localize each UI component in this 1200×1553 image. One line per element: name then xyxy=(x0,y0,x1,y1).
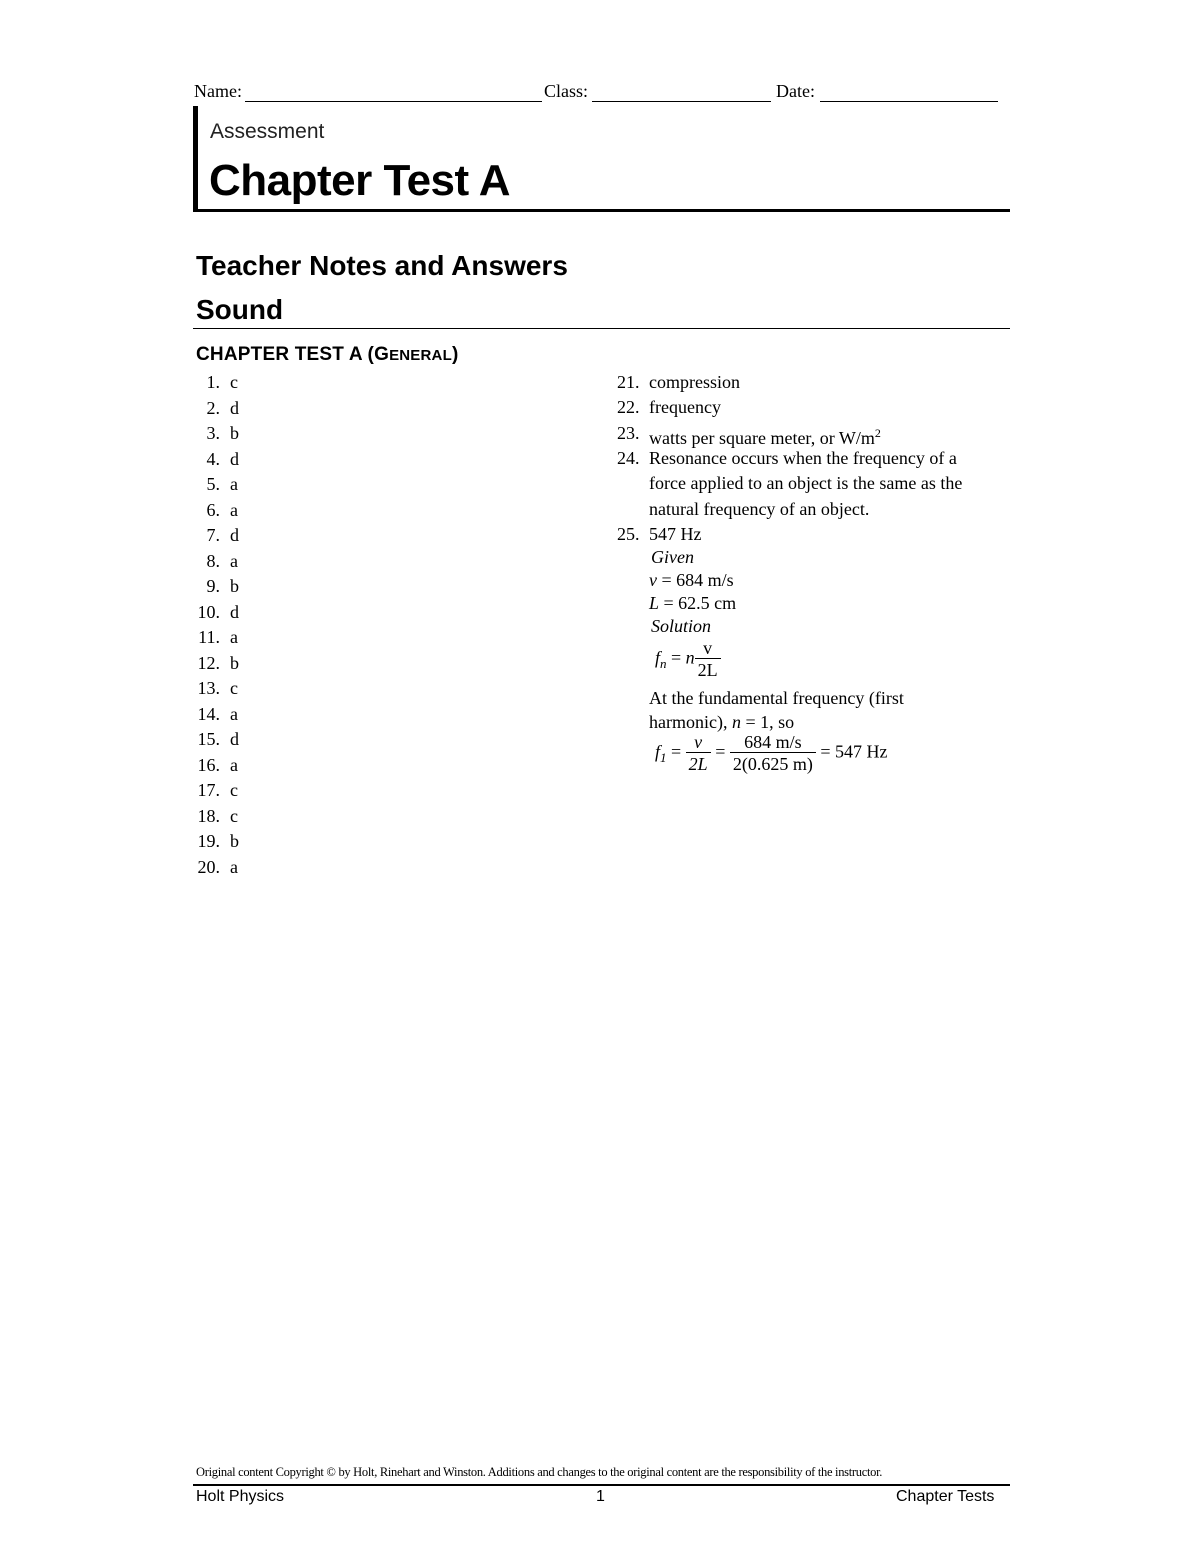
section-rule xyxy=(193,328,1010,329)
date-label: Date: xyxy=(776,81,815,101)
answer-text: c xyxy=(230,805,238,826)
answer-text: b xyxy=(230,423,239,443)
answer-number: 10. xyxy=(197,601,220,622)
page-number: 1 xyxy=(596,1488,605,1505)
answer-text: d xyxy=(230,601,239,622)
answer-number: 21. xyxy=(617,372,640,392)
section-heading: CHAPTER TEST A (GENERAL) xyxy=(196,344,459,365)
banner-left-bar xyxy=(193,106,198,212)
footer-section-title: Chapter Tests xyxy=(896,1488,995,1505)
answer-number: 3. xyxy=(206,423,220,443)
class-field-line[interactable] xyxy=(592,101,771,102)
answer-list-left xyxy=(0,370,600,890)
answer-number: 25. xyxy=(617,524,640,544)
date-field-line[interactable] xyxy=(820,101,998,102)
answer-number: 12. xyxy=(197,652,220,673)
given-length: L = 62.5 cm xyxy=(649,593,737,613)
answer-text: compression xyxy=(649,372,740,392)
answer-number: 7. xyxy=(206,525,220,545)
class-label: Class: xyxy=(544,81,589,101)
answer-text: d xyxy=(230,525,239,545)
answer-text: a xyxy=(230,754,238,775)
fundamental-equation: $f_1$ = $\frac{v}{2L}$ = $\frac{684 m/s}{2(0.625 m)}$ = 547 Hz xyxy=(655,732,888,774)
answer-text: a xyxy=(230,703,238,724)
solution-label: Solution xyxy=(651,616,712,636)
harmonic-equation: $f_n = n$ $\frac{v}{2L}$ xyxy=(655,638,721,681)
answer-number: 16. xyxy=(197,754,220,775)
answer-number: 14. xyxy=(197,703,220,724)
student-info-header xyxy=(0,80,1200,106)
answer-number: 13. xyxy=(197,678,220,698)
answer-number: 11. xyxy=(198,627,220,647)
answer-number: 19. xyxy=(197,831,220,851)
answer-text: c xyxy=(230,780,238,800)
answer-text: b xyxy=(230,831,239,851)
answer-text: natural frequency of an object. xyxy=(649,499,870,519)
banner-kicker: Assessment xyxy=(210,120,325,143)
given-velocity: v = 684 m/s xyxy=(649,570,734,590)
explanation-line: harmonic), n = 1, so xyxy=(649,712,795,732)
answer-text: a xyxy=(230,499,238,520)
answer-number: 1. xyxy=(206,372,220,392)
answer-number: 6. xyxy=(206,499,220,520)
answer-number: 8. xyxy=(206,550,220,571)
answer-text: b xyxy=(230,576,239,596)
answer-text: a xyxy=(230,550,238,571)
answer-number: 20. xyxy=(197,856,220,877)
explanation-line: At the fundamental frequency (first xyxy=(649,688,904,708)
name-label: Name: xyxy=(194,81,242,101)
answer-number: 5. xyxy=(206,474,220,494)
answer-text: a xyxy=(230,474,238,494)
footer-book-title: Holt Physics xyxy=(196,1488,285,1505)
answer-text: a xyxy=(230,627,238,647)
answer-text: force applied to an object is the same as the xyxy=(649,473,963,493)
answer-text: c xyxy=(230,372,238,392)
banner-bottom-bar xyxy=(193,209,1010,212)
answer-text: d xyxy=(230,397,239,418)
answer-text: c xyxy=(230,678,238,698)
answer-text: a xyxy=(230,856,238,877)
answer-number: 22. xyxy=(617,397,640,417)
answer-text: 547 Hz xyxy=(649,524,702,544)
answer-text: Resonance occurs when the frequency of a xyxy=(649,448,957,468)
answer-text: d xyxy=(230,448,239,469)
answer-number: 15. xyxy=(197,729,220,749)
answer-text: b xyxy=(230,652,239,673)
answer-text: frequency xyxy=(649,397,721,417)
copyright-notice: Original content Copyright © by Holt, Rinehart and Winston. Additions and changes to the original content are the responsibility of the instructor. xyxy=(196,1465,883,1479)
answer-number: 4. xyxy=(206,448,220,469)
answer-number: 9. xyxy=(206,576,220,596)
topic-heading: Sound xyxy=(196,294,284,325)
answer-number: 24. xyxy=(617,448,640,468)
answer-number: 23. xyxy=(617,423,640,443)
page-title: Chapter Test A xyxy=(209,156,511,205)
given-label: Given xyxy=(651,547,694,567)
answer-text: d xyxy=(230,729,239,749)
answer-number: 17. xyxy=(197,780,220,800)
footer-rule xyxy=(193,1484,1010,1486)
answer-text: watts per square meter, or $W/m^2$ xyxy=(649,426,881,448)
name-field-line[interactable] xyxy=(245,101,542,102)
answer-number: 18. xyxy=(197,805,220,826)
answer-number: 2. xyxy=(206,397,220,418)
notes-heading: Teacher Notes and Answers xyxy=(196,250,568,281)
answer-list-right xyxy=(600,370,1020,800)
